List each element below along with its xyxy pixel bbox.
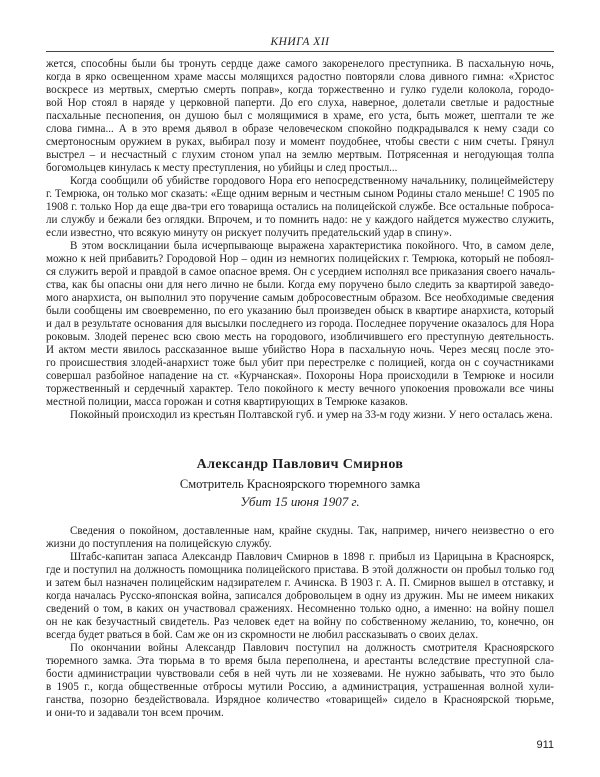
text-line: вой Нор стоял в наряде у церковной паперти. До его слуха, наверное, долетали светлые и радостные — [46, 97, 554, 109]
text-line: выстрел – и несчастный с глухим стоном упал на землю мертвым. Потрясенная и негодующая толпа — [46, 149, 554, 161]
text-line: слова гимна... А в это время дьявол в образе человеческом спокойно подкрадывался к нему сзади со — [46, 123, 554, 135]
text-line: можно к ней прибавить? Городовой Нор – один из немногих полицейских г. Темрюка, который не побоял- — [46, 253, 554, 265]
text-line: были сообщены им своевременно, по его указанию был произведен обыск в квартире анархиста, который — [46, 305, 554, 317]
text-line: По окончании войны Александр Павлович поступил на должность смотрителя Красноярского — [70, 642, 554, 654]
section-death-date: Убит 15 июня 1907 г. — [240, 494, 360, 509]
text-line: если известно, что всякую минуту он рискует получить предательский удар в спину». — [46, 227, 452, 239]
section-nor-text — [46, 58, 554, 422]
text-line: го происшествия злодей-анархист тоже был убит при перестрелке с полицией, когда он с соучастниками — [46, 357, 554, 369]
text-line: и дал в результате основания для высылки последнего из города. Последнее поручение оказалось для Нора — [46, 318, 554, 330]
text-line: в 1905 г., когда общественные отбросы мутили Россию, а администрация, устрашенная волной хули- — [46, 681, 554, 693]
text-line: мого анархиста, он выполнил это поручение самым добросовестным образом. Все необходимые сведения — [46, 292, 554, 304]
text-line: где и поступил на должность помощника полицейского пристава. В этой должности он пробыл только год — [46, 564, 554, 576]
text-line: В этом восклицании была исчерпывающе выражена характеристика покойного. Что, в самом деле, — [70, 240, 554, 252]
section-title: Александр Павлович Смирнов — [196, 457, 404, 472]
header-rule — [46, 51, 554, 52]
text-line: бости администрации чувствовали себя в ней чуть ли не хозяевами. Не нужно забывать, что это было — [46, 668, 554, 680]
text-line: всегда будет рваться в бой. Сам же он из скромности не любил рассказывать о своих делах. — [46, 629, 479, 641]
text-line: когда в ярко освещенном храме массы молящихся радостно повторяли слова дивного гимна: «Христос — [46, 71, 554, 83]
text-line: жется, способны были бы тронуть сердце даже самого закоренелого преступника. В пасхальную ночь, — [46, 58, 554, 70]
paragraph — [46, 409, 554, 422]
running-header: КНИГА XII — [270, 36, 330, 48]
paragraph — [46, 525, 554, 551]
section-smirnov-text — [46, 525, 554, 720]
text-line: и затем был назначен полицейским надзирателем г. Ачинска. В 1903 г. А. П. Смирнов вышел в отставку, и — [46, 577, 554, 589]
text-line: Покойный происходил из крестьян Полтавской губ. и умер на 33-м году жизни. У него осталась жена. — [70, 409, 553, 421]
text-line: местной полиции, масса горожан и сотня квартирующих в Темрюке казаков. — [46, 396, 408, 408]
text-line: жизни до поступления на полицейскую службу. — [46, 538, 272, 550]
text-line: торжественный и сердечный характер. Тело покойного к месту вечного упокоения провожали все чины — [46, 383, 554, 395]
text-line: Когда сообщили об убийстве городового Нора его непосредственному начальнику, полицеймейстеру — [70, 175, 554, 187]
text-line: пасхальные песнопения, он душою был с молящимися в храме, его уста, быть может, шептали те же — [46, 110, 554, 122]
text-line: смертоносным оружием в руках, выбирал позу и момент поудобнее, чтобы свести с ним счеты. Грянул — [46, 136, 554, 148]
text-line: Штабс-капитан запаса Александр Павлович Смирнов в 1898 г. прибыл из Царицына в Красноярск, — [70, 551, 554, 563]
text-line: он не как безучастный свидетель. Раз человек едет на войну по собственному желанию, то, конечно, он — [46, 616, 554, 628]
text-line: И актом мести явилось рассказанное выше убийство Нора в пасхальную ночь. Через месяц после это- — [46, 344, 554, 356]
page-number: 911 — [536, 739, 554, 751]
paragraph — [46, 551, 554, 642]
text-line: богомольцев кинулась к месту преступления, но убийцы и след простыл... — [46, 162, 398, 174]
section-subtitle: Смотритель Красноярского тюремного замка — [179, 477, 421, 491]
text-line: роковым. Злодей перенес всю свою месть на городового, изобличившего его преступную деятельность. — [46, 331, 554, 343]
text-line: ли службу и бежали без оглядки. Впрочем, и то помнить надо: не у каждого найдется мужество служить, — [46, 214, 554, 226]
text-line: и они-то и задавали тон всем прочим. — [46, 707, 224, 719]
paragraph — [46, 175, 554, 240]
text-line: ганства, позорно бездействовала. Изрядное количество «товарищей» сидело в Красноярской тюрьме, — [46, 694, 554, 706]
text-line: сведений о том, в каких он участвовал сражениях. Несомненно только одно, а именно: на войну пошел — [46, 603, 554, 615]
paragraph — [46, 642, 554, 720]
text-line: Сведения о покойном, доставленные нам, крайне скудны. Так, например, ничего неизвестно о его — [70, 525, 554, 537]
text-line: 1908 г. только Нор да еще два-три его товарища остались на полицейской службе. Все остальные поброса- — [46, 201, 554, 213]
text-line: г. Темрюка, он только мог сказать: «Еще одним верным и честным сыном Родины стало меньше! С 1905 по — [46, 188, 554, 200]
text-line: ся служить верой и правдой в самое опасное время. Он с усердием исполнял все приказания своего началь- — [46, 266, 556, 278]
text-line: воскресе из мертвых, смертью смерть поправ», когда торжественно и гулко гудели колокола, городо- — [46, 84, 554, 96]
text-line: тюремного замка. Эта тюрьма в то время была переполнена, и арестанты вследствие преступной сла- — [46, 655, 554, 667]
paragraph — [46, 240, 554, 409]
paragraph — [46, 58, 554, 175]
text-line: ства, как бы опасны они для него лично не были. Когда ему поручено было следить за квартирой заведо- — [46, 279, 554, 291]
text-line: когда началась Русско-японская война, записался добровольцем в одну из дружин. Мы не имеем никаких — [46, 590, 554, 602]
text-line: совершал разбойное нападение на ст. «Курчанская». Похороны Нора происходили в Темрюке и носили — [46, 370, 554, 382]
